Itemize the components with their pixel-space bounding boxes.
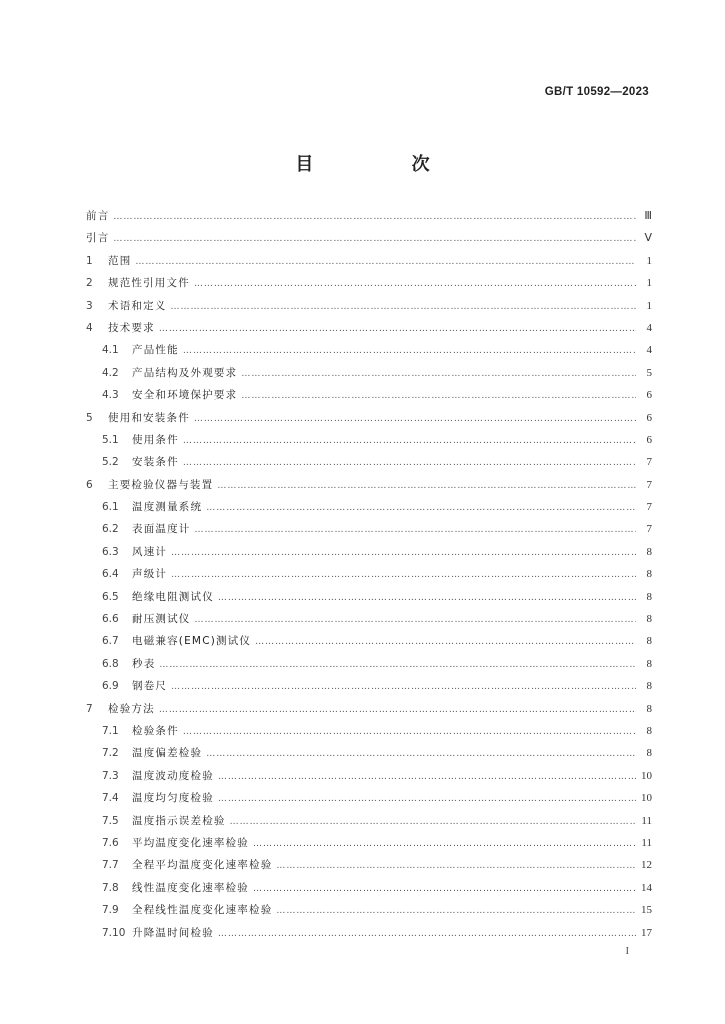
toc-entry-number: 5.2 [102,456,119,469]
toc-entry-number: 7 [86,702,93,715]
toc-entry[interactable] [86,563,652,585]
toc-entry[interactable] [86,429,652,451]
toc-entry-page: 8 [646,724,652,737]
toc-entry[interactable] [86,630,652,652]
toc-entry-number: 4.3 [102,389,119,402]
toc-entry-page: 4 [646,344,652,357]
dot-leader [194,273,636,295]
toc-entry-label: 全程线性温度变化速率检验 [132,904,273,917]
toc-entry-number: 6.2 [102,523,119,536]
page-title: 目 次 [295,154,476,175]
toc-entry-label: 安装条件 [132,456,179,469]
toc-entry-number: 7.7 [102,859,119,872]
toc-entry[interactable] [86,474,652,496]
toc-entry-page: 17 [641,926,652,939]
toc-entry[interactable] [86,541,652,563]
toc-entry-number: 7.1 [102,724,119,737]
toc-entry[interactable] [86,496,652,518]
toc-entry-page: 8 [646,635,652,648]
toc-entry[interactable] [86,586,652,608]
toc-entry-label: 温度测量系统 [132,501,203,514]
toc-entry-label: 术语和定义 [108,299,167,312]
toc-entry[interactable] [86,339,652,361]
dot-leader [159,654,636,676]
toc-entry[interactable] [86,742,652,764]
toc-entry-page: Ⅴ [644,232,652,245]
toc-entry-page: 10 [641,769,652,782]
toc-entry-label: 产品性能 [132,344,179,357]
toc-entry-number: 6.8 [102,657,119,670]
dot-leader [195,519,637,541]
toc-entry-page: 6 [646,411,652,424]
toc-entry[interactable] [86,205,652,227]
toc-entry-label: 表面温度计 [132,523,191,536]
toc-entry[interactable] [86,653,652,675]
standard-code: GB/T 10592—2023 [544,86,649,98]
toc-entry-label: 风速计 [132,545,168,558]
dot-leader [171,542,636,564]
toc-entry-page: 15 [641,904,652,917]
toc-entry-label: 温度波动度检验 [132,769,214,782]
toc-entry-page: 8 [646,657,652,670]
toc-entry[interactable] [86,362,652,384]
dot-leader [159,699,636,721]
toc-entry-label: 技术要求 [108,321,155,334]
toc-entry[interactable] [86,720,652,742]
dot-leader [171,296,637,318]
toc-entry-label: 范围 [108,254,132,267]
toc-entry[interactable] [86,810,652,832]
dot-leader [253,878,636,900]
dot-leader [218,766,636,788]
dot-leader [183,430,636,452]
toc-entry-page: 8 [646,702,652,715]
toc-entry-label: 绝缘电阻测试仪 [132,590,214,603]
dot-leader [183,452,636,474]
dot-leader [217,475,636,497]
toc-entry-page: 6 [646,389,652,402]
dot-leader [218,788,636,810]
toc-entry-label: 检验条件 [132,724,179,737]
toc-entry-page: 8 [646,747,652,760]
toc-entry-label: 全程平均温度变化速率检验 [132,859,273,872]
toc-entry-page: 5 [646,366,652,379]
toc-entry[interactable] [86,922,652,944]
toc-entry[interactable] [86,877,652,899]
dot-leader [194,408,636,430]
toc-entry-number: 6.1 [102,501,119,514]
dot-leader [183,721,636,743]
toc-entry-label: 线性温度变化速率检验 [132,881,249,894]
table-of-contents [86,205,652,944]
toc-entry-label: 耐压测试仪 [132,613,191,626]
toc-entry[interactable] [86,272,652,294]
toc-entry-page: 8 [646,568,652,581]
dot-leader [206,743,636,765]
toc-entry[interactable] [86,451,652,473]
dot-leader [241,363,636,385]
toc-entry-page: 12 [641,859,652,872]
toc-entry-number: 7.5 [102,814,119,827]
toc-entry[interactable] [86,384,652,406]
toc-entry-number: 7.10 [102,926,126,939]
toc-entry-page: 8 [646,613,652,626]
dot-leader [171,676,636,698]
toc-entry-label: 温度偏差检验 [132,747,203,760]
page-number: I [625,946,629,957]
dot-leader [276,855,636,877]
toc-entry-label: 主要检验仪器与装置 [108,478,214,491]
toc-entry-number: 6.3 [102,545,119,558]
toc-entry-page: 4 [646,321,652,334]
toc-entry-label: 前言 [86,210,110,222]
toc-entry[interactable] [86,250,652,272]
toc-entry-label: 钢卷尺 [132,680,168,693]
toc-entry-number: 2 [86,277,93,290]
toc-entry-number: 6 [86,478,93,491]
toc-entry-label: 使用和安装条件 [108,411,190,424]
toc-entry[interactable] [86,407,652,429]
toc-entry-page: Ⅲ [644,210,652,222]
toc-entry-number: 5.1 [102,433,119,446]
toc-entry-page: 8 [646,680,652,693]
dot-leader [241,385,636,407]
toc-entry[interactable] [86,518,652,540]
toc-entry-number: 7.4 [102,792,119,805]
toc-entry-number: 6.5 [102,590,119,603]
toc-entry-number: 3 [86,299,93,312]
toc-entry-number: 6.4 [102,568,119,581]
toc-entry-number: 1 [86,254,93,267]
toc-entry[interactable] [86,899,652,921]
toc-entry-number: 7.9 [102,904,119,917]
toc-entry[interactable] [86,854,652,876]
toc-entry-page: 11 [641,836,652,849]
dot-leader [183,340,636,362]
dot-leader [276,900,636,922]
dot-leader [253,833,636,855]
toc-entry-page: 7 [646,478,652,491]
toc-entry[interactable] [86,698,652,720]
toc-entry[interactable] [86,608,652,630]
toc-entry-label: 温度指示误差检验 [132,814,226,827]
dot-leader [206,497,636,519]
toc-entry[interactable] [86,227,652,249]
dot-leader [195,609,637,631]
toc-entry-page: 1 [646,277,652,290]
dot-leader [218,587,636,609]
toc-entry-number: 5 [86,411,93,424]
toc-entry-page: 1 [646,254,652,267]
dot-leader [113,228,636,250]
toc-entry-number: 6.7 [102,635,119,648]
toc-entry[interactable] [86,765,652,787]
toc-entry-label: 安全和环境保护要求 [132,389,238,402]
toc-entry-page: 8 [646,545,652,558]
toc-entry-label: 电磁兼容(EMC)测试仪 [132,635,252,648]
toc-entry-page: 6 [646,433,652,446]
toc-entry-label: 检验方法 [108,702,155,715]
toc-entry-label: 规范性引用文件 [108,277,190,290]
toc-entry[interactable] [86,787,652,809]
dot-leader [135,251,636,273]
toc-entry-page: 1 [646,299,652,312]
toc-entry-page: 7 [646,523,652,536]
toc-entry-page: 14 [641,881,652,894]
toc-entry-number: 4 [86,321,93,334]
toc-entry[interactable] [86,295,652,317]
toc-entry-number: 6.9 [102,680,119,693]
toc-entry-number: 4.2 [102,366,119,379]
toc-entry-page: 7 [646,456,652,469]
toc-entry-number: 7.6 [102,836,119,849]
dot-leader [113,206,636,228]
toc-entry-label: 升降温时间检验 [132,926,214,939]
toc-entry-label: 声级计 [132,568,168,581]
dot-leader [159,318,636,340]
toc-entry-number: 7.8 [102,881,119,894]
toc-entry[interactable] [86,832,652,854]
toc-entry-page: 7 [646,501,652,514]
dot-leader [218,923,636,945]
toc-entry[interactable] [86,317,652,339]
toc-entry-page: 11 [641,814,652,827]
dot-leader [230,811,636,833]
toc-entry[interactable] [86,675,652,697]
toc-entry-label: 秒表 [132,657,156,670]
dot-leader [171,564,636,586]
toc-entry-label: 引言 [86,232,110,245]
toc-entry-number: 7.2 [102,747,119,760]
toc-entry-number: 4.1 [102,344,119,357]
dot-leader [255,631,636,653]
toc-entry-label: 平均温度变化速率检验 [132,836,249,849]
toc-entry-label: 使用条件 [132,433,179,446]
toc-entry-page: 10 [641,792,652,805]
toc-entry-number: 7.3 [102,769,119,782]
toc-entry-label: 产品结构及外观要求 [132,366,238,379]
toc-entry-label: 温度均匀度检验 [132,792,214,805]
toc-entry-page: 8 [646,590,652,603]
toc-entry-number: 6.6 [102,613,119,626]
